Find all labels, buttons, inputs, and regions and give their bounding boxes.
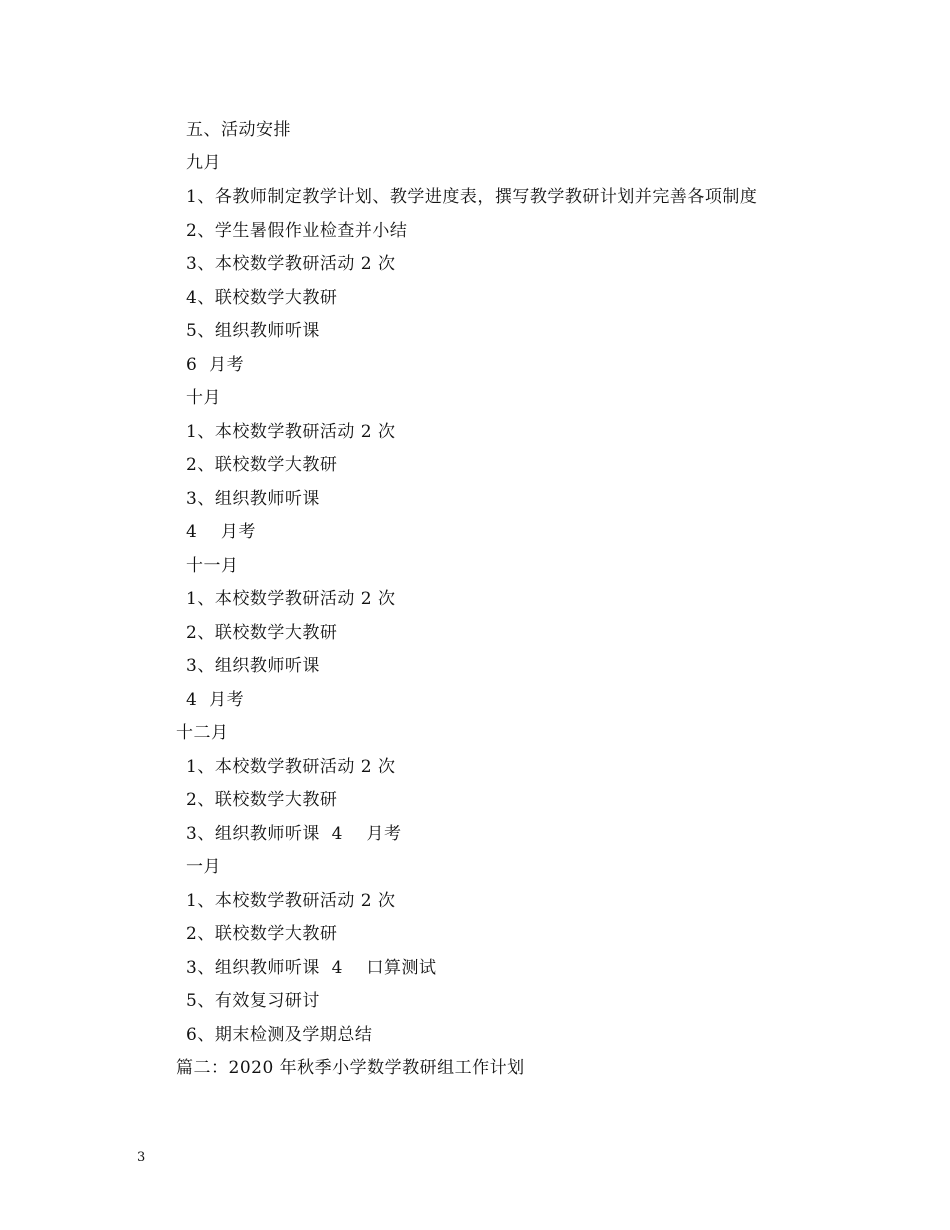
list-item: 2、联校数学大教研 [186, 790, 338, 810]
list-item: 3、组织教师听课 [186, 656, 320, 676]
list-item: 2、联校数学大教研 [186, 623, 338, 643]
list-item: 6、期末检测及学期总结 [186, 1025, 373, 1045]
list-item: 5、组织教师听课 [186, 321, 320, 341]
list-item: 1、本校数学教研活动 2 次 [186, 589, 396, 609]
page-number: 3 [137, 1150, 146, 1165]
list-item: 3、组织教师听课 4 口算测试 [186, 958, 437, 978]
list-item: 2、学生暑假作业检查并小结 [186, 221, 408, 241]
list-item: 1、各教师制定教学计划、教学进度表，撰写教学教研计划并完善各项制度 [186, 187, 758, 207]
month-heading-october: 十月 [186, 388, 221, 408]
list-item: 6 月考 [186, 355, 245, 375]
section-heading: 五、活动安排 [186, 120, 291, 140]
list-item: 4、联校数学大教研 [186, 288, 338, 308]
list-item: 4 月考 [186, 690, 245, 710]
month-heading-january: 一月 [186, 857, 221, 877]
list-item: 1、本校数学教研活动 2 次 [186, 422, 396, 442]
list-item: 3、组织教师听课 4 月考 [186, 824, 402, 844]
month-heading-november: 十一月 [186, 556, 239, 576]
list-item: 3、组织教师听课 [186, 489, 320, 509]
list-item: 1、本校数学教研活动 2 次 [186, 891, 396, 911]
month-heading-september: 九月 [186, 153, 221, 173]
list-item: 4 月考 [186, 522, 256, 542]
month-heading-december: 十二月 [176, 723, 229, 743]
list-item: 5、有效复习研讨 [186, 991, 320, 1011]
list-item: 1、本校数学教研活动 2 次 [186, 757, 396, 777]
list-item: 2、联校数学大教研 [186, 455, 338, 475]
list-item: 2、联校数学大教研 [186, 924, 338, 944]
list-item: 3、本校数学教研活动 2 次 [186, 254, 396, 274]
next-article-title: 篇二：2020 年秋季小学数学教研组工作计划 [176, 1058, 525, 1078]
